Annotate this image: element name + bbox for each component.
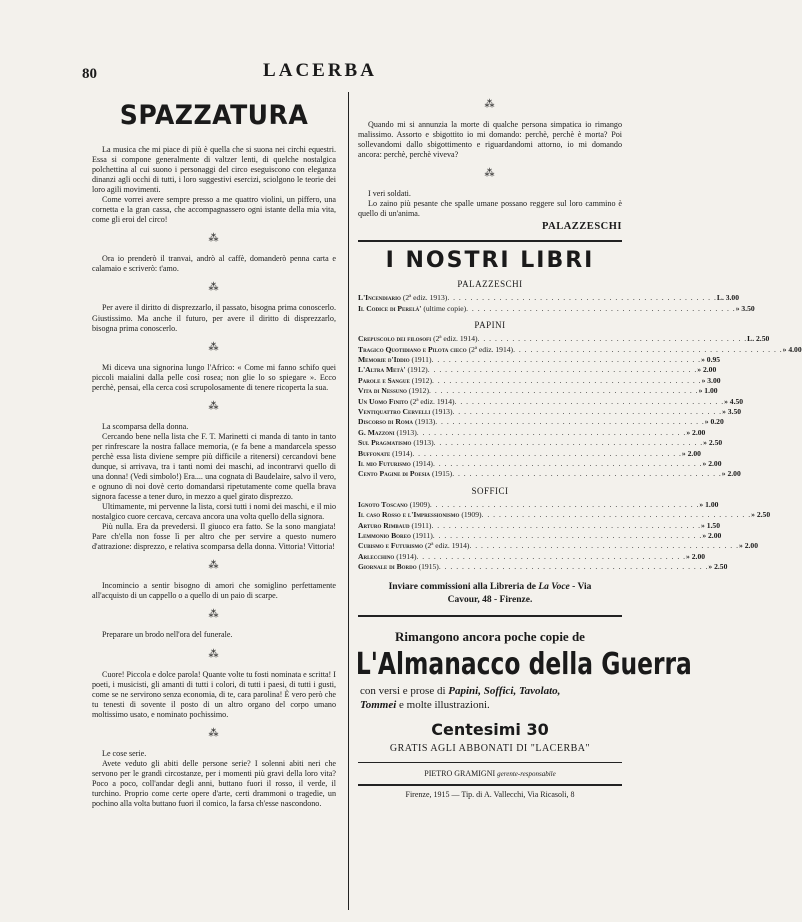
- paragraph: La scomparsa della donna.: [102, 421, 189, 431]
- book-title-line: [358, 500, 430, 510]
- book-title: Arturo Rimbaud: [358, 520, 410, 530]
- paragraph: La musica che mi piace di più è quella che si suona nei circhi equestri. Essa si compone generalmente di valtzer lenti, di quelche nostalgica polchettina al cui suono i personaggi del circo eseguiscono con eleganza dinanzi agli occhi di tutti, i loro suggestivi esercizi, sciolgono le teorie dei loro agili movimenti.: [92, 145, 336, 195]
- book-entry: [358, 293, 740, 303]
- book-entry: [358, 396, 744, 407]
- book-title: Lemmonio Boreo: [358, 531, 411, 541]
- book-title: L'Altra Metà': [358, 365, 406, 375]
- almanac-intro: Rimangono ancora poche copie de: [395, 628, 585, 644]
- book-entry: [358, 499, 719, 510]
- book-price: » 3.50: [722, 406, 742, 416]
- book-edition: (2ª ediz. 1913): [402, 293, 448, 303]
- book-price: » 2.00: [686, 427, 706, 437]
- book-title-line: [358, 438, 434, 448]
- book-title-line: [358, 407, 453, 417]
- book-title-line: [358, 365, 428, 375]
- book-list-palazzeschi: [358, 293, 755, 314]
- book-title-line: [358, 304, 466, 314]
- book-title: Memorie d'Iddio: [358, 354, 410, 364]
- almanac-description: [360, 684, 622, 712]
- leader-dots: [453, 407, 723, 417]
- section-rule: [358, 762, 622, 763]
- subscriber-note: GRATIS AGLI ABBONATI DI "LACERBA": [389, 742, 591, 754]
- book-edition: (2ª ediz. 1914): [424, 541, 470, 551]
- leader-dots: [429, 386, 699, 396]
- book-edition: (1909): [409, 499, 430, 509]
- book-edition: (1913): [414, 417, 436, 427]
- author-heading: SOFFICI: [471, 485, 509, 496]
- book-entry: [358, 438, 723, 448]
- book-edition: (1914): [392, 448, 413, 458]
- almanac-author: Tommei: [360, 698, 397, 711]
- book-entry: [358, 541, 758, 551]
- book-entry: [358, 520, 721, 531]
- section-rule: [358, 615, 622, 617]
- paragraph: Le cose serie.: [102, 748, 147, 758]
- book-edition: (1911): [411, 520, 432, 530]
- book-edition: (1915): [431, 469, 453, 479]
- book-title: G. Mazzoni: [358, 427, 395, 437]
- paragraph: Più nulla. Era da prevedersi. Il giuoco era fatto. Se la sono mangiata! Pare ch'ella non fosse lì per altro che per servire a questo numero d'attrazione: disprezzo, e relativa scomparsa della donna. Vittoria! Vittoria!: [92, 522, 336, 552]
- book-title: Discorso di Roma: [358, 417, 414, 427]
- book-edition: (2ª ediz. 1914): [433, 334, 478, 344]
- leader-dots: [469, 541, 739, 551]
- book-edition: (ultime copie): [423, 303, 467, 313]
- book-price: » 2.00: [702, 531, 722, 541]
- leader-dots: [455, 397, 725, 407]
- book-title-line: [358, 541, 469, 551]
- book-price: » 2.00: [697, 365, 717, 375]
- almanac-text: con versi e prose di: [360, 684, 449, 697]
- book-title: Parole e Sangue: [358, 375, 410, 385]
- asterism-divider: ⁂: [208, 400, 220, 412]
- paragraph: Come vorrei avere sempre presso a me quattro violini, un piffero, una cornetta e la gran cassa, che accompagnassero ogni istante della mia vita, come gli eroi del circo!: [92, 195, 336, 225]
- paragraph: Quando mi si annunzia la morte di qualche persona simpatica io rimango malissimo. Assorto e sbigottito io mi domando: perchè, perchè è morta? Poi sollevandomi dallo sbigottimento e riguardandomi attorno, io mi domando ancora: perchè, perchè viveva?: [358, 120, 622, 160]
- leader-dots: [513, 345, 783, 355]
- book-price: » 1.50: [701, 520, 721, 530]
- book-entry: [358, 427, 706, 438]
- book-entry: [358, 365, 717, 375]
- book-entry: [358, 469, 741, 479]
- books-heading: I NOSTRI LIBRI: [385, 248, 595, 274]
- manager-role: gerente-responsabile: [497, 769, 556, 778]
- book-title: Vita di Nessuno: [358, 386, 407, 396]
- book-title: Cento Pagine di Poesia: [358, 469, 431, 479]
- asterism-divider: ⁂: [208, 609, 220, 621]
- book-title: Ignoto Toscano: [358, 499, 408, 509]
- book-edition: (1912): [408, 386, 430, 396]
- column-divider: [348, 92, 349, 910]
- book-entry: [358, 354, 721, 365]
- book-title: Giornale di Bordo: [358, 562, 417, 572]
- section-rule: [358, 240, 622, 242]
- book-title: Arlecchino: [358, 551, 395, 561]
- book-entry: [358, 386, 718, 396]
- book-price: » 2.00: [721, 469, 741, 479]
- article-column: [92, 96, 336, 809]
- leader-dots: [435, 417, 705, 427]
- book-title-line: [358, 459, 433, 469]
- leader-dots: [416, 552, 686, 562]
- asterism-divider: ⁂: [208, 727, 220, 739]
- order-address: Cavour, 48 - Firenze.: [447, 594, 533, 605]
- leader-dots: [412, 449, 682, 459]
- book-edition: (1914): [396, 551, 417, 561]
- leader-dots: [466, 304, 736, 314]
- book-entry: [358, 375, 721, 386]
- asterism-divider: ⁂: [208, 341, 220, 353]
- book-list-soffici: [358, 499, 771, 573]
- book-price: » 2.50: [703, 438, 723, 448]
- order-text: - Via: [569, 581, 592, 592]
- right-column: [355, 96, 802, 799]
- paragraph: Mi diceva una signorina lungo l'Africo: « Come mi fanno schifo quei piccoli maialini dalla pelle così rosea; non glie lo so spiegare ». Ecco perchè, pensai, ella cerca così scrupolosamente di tenere ricoperta la sua.: [92, 362, 336, 392]
- almanac-price: Centesimi 30: [431, 719, 549, 739]
- book-entry: [358, 551, 706, 562]
- book-title-line: [358, 449, 412, 459]
- asterism-divider: ⁂: [208, 233, 220, 245]
- book-title: Sul Pragmatismo: [358, 438, 412, 448]
- leader-dots: [430, 500, 700, 510]
- order-text: Inviare commissioni alla Libreria de: [388, 581, 539, 592]
- paragraph: I veri soldati.: [368, 189, 411, 199]
- leader-dots: [434, 438, 704, 448]
- journal-title: LACERBA: [263, 60, 377, 81]
- book-edition: (1913): [396, 427, 417, 437]
- leader-dots: [478, 334, 748, 344]
- book-title: Un Uomo Finito: [358, 396, 409, 406]
- leader-dots: [432, 355, 702, 365]
- book-title-line: [358, 552, 416, 562]
- book-price: » 2.00: [739, 541, 758, 551]
- book-edition: (2ª ediz. 1914): [468, 344, 514, 354]
- book-title-line: [358, 386, 429, 396]
- book-edition: (1912): [407, 365, 428, 375]
- book-entry: [358, 417, 724, 427]
- almanac-text: e molte illustrazioni.: [396, 698, 490, 711]
- book-entry: [358, 344, 802, 355]
- book-entry: [358, 562, 728, 572]
- book-title: Tragico Quotidiano e Pilota cieco: [358, 344, 467, 354]
- book-price: L. 2.50: [747, 334, 770, 344]
- leader-dots: [428, 365, 698, 375]
- book-list-papini: [358, 334, 802, 480]
- book-price: » 2.50: [708, 562, 728, 572]
- author-signature: PALAZZESCHI: [542, 221, 622, 233]
- book-edition: (1909): [461, 510, 482, 520]
- paragraph: Lo zaino più pesante che spalle umane possano reggere sul loro cammino è quello di un'anima.: [358, 199, 622, 219]
- book-edition: (1911): [412, 531, 433, 541]
- book-price: » 3.00: [701, 375, 721, 385]
- book-entry: [358, 510, 771, 520]
- paragraph: Cercando bene nella lista che F. T. Marinetti ci manda di tanto in tanto per rinfrescare la nostra fallace memoria, (e fa bene a mandarcela spesso perchè essa lista diviene sempre più difficile a ritenersi) cercandovi bene dunque, si arrivava, tra i tanti nomi dei maschi, ad incontrarvi quello di una donna! (Vedi simbolo!) Era.... una cognata di Baudelaire, salvo il vero, e ognuno di noi dovè certo domandarsi ripetutamente come quella brava signora facesse a tener duro, in mezzo a quel girato disprezzo.: [92, 431, 336, 502]
- leader-dots: [433, 531, 703, 541]
- book-entry: [358, 334, 770, 344]
- paragraph: Ora io prenderò il tranvai, andrò al caffè, domanderò penna carta e calamaio e scriverò: t'amo.: [92, 254, 336, 274]
- book-title-line: [358, 469, 452, 479]
- leader-dots: [431, 521, 701, 531]
- book-price: » 2.00: [702, 459, 722, 469]
- book-price: » 2.50: [751, 510, 771, 520]
- book-price: » 0.20: [704, 417, 724, 427]
- printer-imprint: Firenze, 1915 — Tip. di A. Vallecchi, Via Ricasoli, 8: [405, 789, 575, 799]
- almanac-title: L'Almanacco della Guerra: [355, 646, 692, 682]
- book-entry: [358, 459, 722, 469]
- book-edition: (2ª ediz. 1914): [410, 396, 455, 406]
- paragraph: Cuore! Piccola e dolce parola! Quante volte tu fosti nominata e scritta! I poeti, i musicisti, gli amanti di tutti i colori, di tutti i paesi, di tutti i gusti, come se ne servirono senza economia, di te, cara parolina! È vero però che tu tenesti di sovente il posto di un altro organo del corpo umano moltissimo usato, e nominato pochissimo.: [92, 669, 336, 719]
- book-price: » 4.00: [782, 344, 802, 354]
- book-entry: [358, 303, 755, 314]
- book-title: Il mio Futurismo: [358, 459, 411, 469]
- book-title: L'Incendiario: [358, 293, 401, 303]
- asterism-divider: ⁂: [484, 168, 496, 180]
- book-title-line: [358, 293, 447, 303]
- book-title: Cubismo e Futurismo: [358, 541, 424, 551]
- bookshop-name: La Voce: [538, 581, 570, 592]
- book-edition: (1914): [412, 459, 433, 469]
- book-title-line: [358, 531, 433, 541]
- book-price: L. 3.00: [716, 293, 740, 303]
- leader-dots: [452, 469, 722, 479]
- book-price: » 1.00: [699, 499, 719, 509]
- book-edition: (1911): [411, 354, 432, 364]
- author-heading: PALAZZESCHI: [457, 279, 523, 290]
- asterism-divider: ⁂: [208, 648, 220, 660]
- book-title-line: [358, 397, 455, 407]
- asterism-divider: ⁂: [484, 99, 496, 110]
- paragraph: Preparare un brodo nell'ora del funerale.: [102, 630, 233, 640]
- book-entry: [358, 406, 742, 417]
- leader-dots: [417, 428, 687, 438]
- book-title-line: [358, 355, 432, 365]
- leader-dots: [439, 562, 709, 572]
- page-number: 80: [82, 66, 97, 82]
- book-title: Buffonate: [358, 448, 391, 458]
- book-title: Il Codice di Perelà': [358, 303, 422, 313]
- book-title-line: [358, 417, 435, 427]
- paragraph: Incomincio a sentir bisogno di amori che somiglino perfettamente all'acquisto di un cappello o a quello di un paio di scarpe.: [92, 581, 336, 601]
- book-title-line: [358, 345, 513, 355]
- leader-dots: [447, 293, 717, 303]
- almanac-authors: Papini, Soffici, Tavolato,: [448, 684, 561, 697]
- book-edition: (1912): [411, 375, 432, 385]
- book-edition: (1915): [418, 562, 439, 572]
- paragraph: Ultimamente, mi pervenne la lista, corsi tutti i nomi dei maschi, e il mio nostalgico cuore cercava, cercava ancora una volta quello della signora.: [92, 502, 336, 522]
- book-price: » 2.00: [681, 448, 701, 458]
- book-title-line: [358, 428, 417, 438]
- asterism-divider: ⁂: [208, 560, 220, 572]
- leader-dots: [432, 376, 702, 386]
- book-title: Ventiquattro Cervelli: [358, 406, 431, 416]
- book-title: Il caso Rosso e l'Impressionismo: [358, 510, 460, 520]
- book-title-line: [358, 562, 439, 572]
- book-price: » 0.95: [701, 354, 721, 364]
- book-title: Crepuscolo dei filosofi: [358, 334, 432, 344]
- paragraph: Avete veduto gli abiti delle persone serie? I solenni abiti neri che servono per le grandi circostanze, per i momenti più gravi della loro vita? Poco a poco, coll'andar degli anni, buttano fuori il rosso, il verde, il turchino. Proprio come certe opere d'arte, certi drammoni o tragedie, un pochino alla volta buttano fuori il comico, la farsa ch'esse nascondono.: [92, 758, 336, 808]
- book-title-line: [358, 376, 432, 386]
- manager-name: PIETRO GRAMIGNI: [424, 768, 496, 778]
- book-price: » 2.00: [686, 551, 706, 561]
- leader-dots: [433, 459, 703, 469]
- book-edition: (1913): [432, 406, 453, 416]
- author-heading: PAPINI: [474, 320, 506, 331]
- book-entry: [358, 531, 722, 541]
- leader-dots: [482, 510, 752, 520]
- book-price: » 4.50: [724, 396, 744, 406]
- book-entry: [358, 448, 701, 459]
- manager-line: [358, 769, 622, 778]
- book-title-line: [358, 334, 478, 344]
- book-edition: (1913): [413, 438, 434, 448]
- article-title: SPAZZATURA: [119, 100, 309, 131]
- book-price: » 1.00: [698, 386, 718, 396]
- order-instructions: [358, 581, 622, 607]
- paragraph: Per avere il diritto di disprezzarlo, il passato, bisogna prima conoscerlo. Giustissimo. Ma anche il futuro, per avere il diritto di disprezzarlo, bisogna prima conoscerlo.: [92, 303, 336, 333]
- book-title-line: [358, 510, 482, 520]
- book-title-line: [358, 521, 431, 531]
- book-price: » 3.50: [735, 303, 755, 313]
- section-rule: [358, 784, 622, 786]
- asterism-divider: ⁂: [208, 282, 220, 294]
